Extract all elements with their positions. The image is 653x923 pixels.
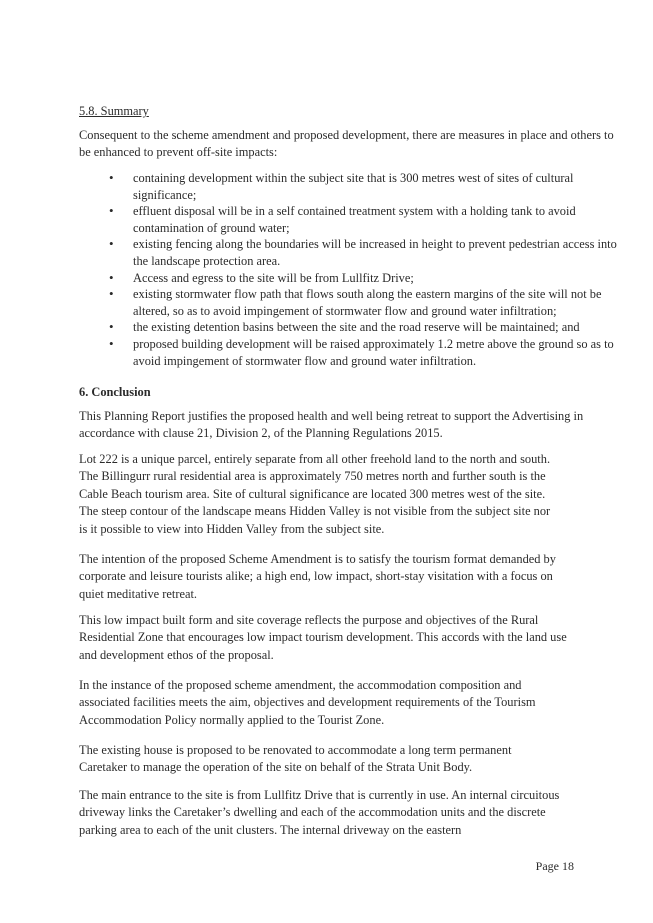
list-item: • containing development within the subject site that is 300 metres west of sites of cultural significance;	[109, 170, 621, 203]
list-item: • Access and egress to the site will be from Lullfitz Drive;	[109, 270, 621, 287]
conclusion-paragraph-6: The existing house is proposed to be renovated to accommodate a long term permanent Caretaker to manage the operation of the site on behalf of the Strata Unit Body.	[79, 743, 512, 775]
summary-bullet-list	[109, 170, 621, 369]
conclusion-paragraph-5: In the instance of the proposed scheme amendment, the accommodation composition and associated facilities meets the aim, objectives and development requirements of the Tourism Accommodation Policy normally applied to the Tourist Zone.	[79, 678, 536, 727]
list-item: • existing stormwater flow path that flows south along the eastern margins of the site will not be altered, so as to avoid impingement of stormwater flow and ground water infiltration;	[109, 286, 621, 319]
conclusion-paragraph-2: Lot 222 is a unique parcel, entirely separate from all other freehold land to the north and south. The Billingurr rural residential area is approximately 750 metres north and further south is the Cable Beach tourism area. Site of cultural significance are located 300 metres west of the site. The steep contour of the landscape means Hidden Valley is not visible from the subject site nor is it possible to view into Hidden Valley from the subject site.	[79, 452, 551, 536]
conclusion-paragraph-1: This Planning Report justifies the proposed health and well being retreat to support the Advertising in accordance with clause 21, Division 2, of the Planning Regulations 2015.	[79, 409, 584, 441]
list-item: • existing fencing along the boundaries will be increased in height to prevent pedestrian access into the landscape protection area.	[109, 236, 621, 269]
conclusion-paragraph-7: The main entrance to the site is from Lullfitz Drive that is currently in use. An internal circuitous driveway links the Caretaker’s dwelling and each of the accommodation units and the discrete parking area to each of the unit clusters. The internal driveway on the eastern	[79, 788, 560, 837]
list-item: • proposed building development will be raised approximately 1.2 metre above the ground so as to avoid impingement of stormwater flow and ground water infiltration.	[109, 336, 621, 369]
conclusion-paragraph-4: This low impact built form and site coverage reflects the purpose and objectives of the Rural Residential Zone that encourages low impact tourism development. This accords with the land use and development ethos of the proposal.	[79, 613, 567, 662]
section-5-8-heading: 5.8. Summary	[79, 104, 149, 118]
section-6-heading: 6. Conclusion	[79, 385, 151, 399]
page-number: Page 18	[535, 859, 574, 873]
summary-intro-paragraph: Consequent to the scheme amendment and proposed development, there are measures in place and others to be enhanced to prevent off-site impacts:	[79, 128, 614, 160]
conclusion-paragraph-3: The intention of the proposed Scheme Amendment is to satisfy the tourism format demanded by corporate and leisure tourists alike; a high end, low impact, short-stay visitation with a focus on quiet meditative retreat.	[79, 552, 556, 601]
list-item: • effluent disposal will be in a self contained treatment system with a holding tank to avoid contamination of ground water;	[109, 203, 621, 236]
list-item: • the existing detention basins between the site and the road reserve will be maintained; and	[109, 319, 621, 336]
